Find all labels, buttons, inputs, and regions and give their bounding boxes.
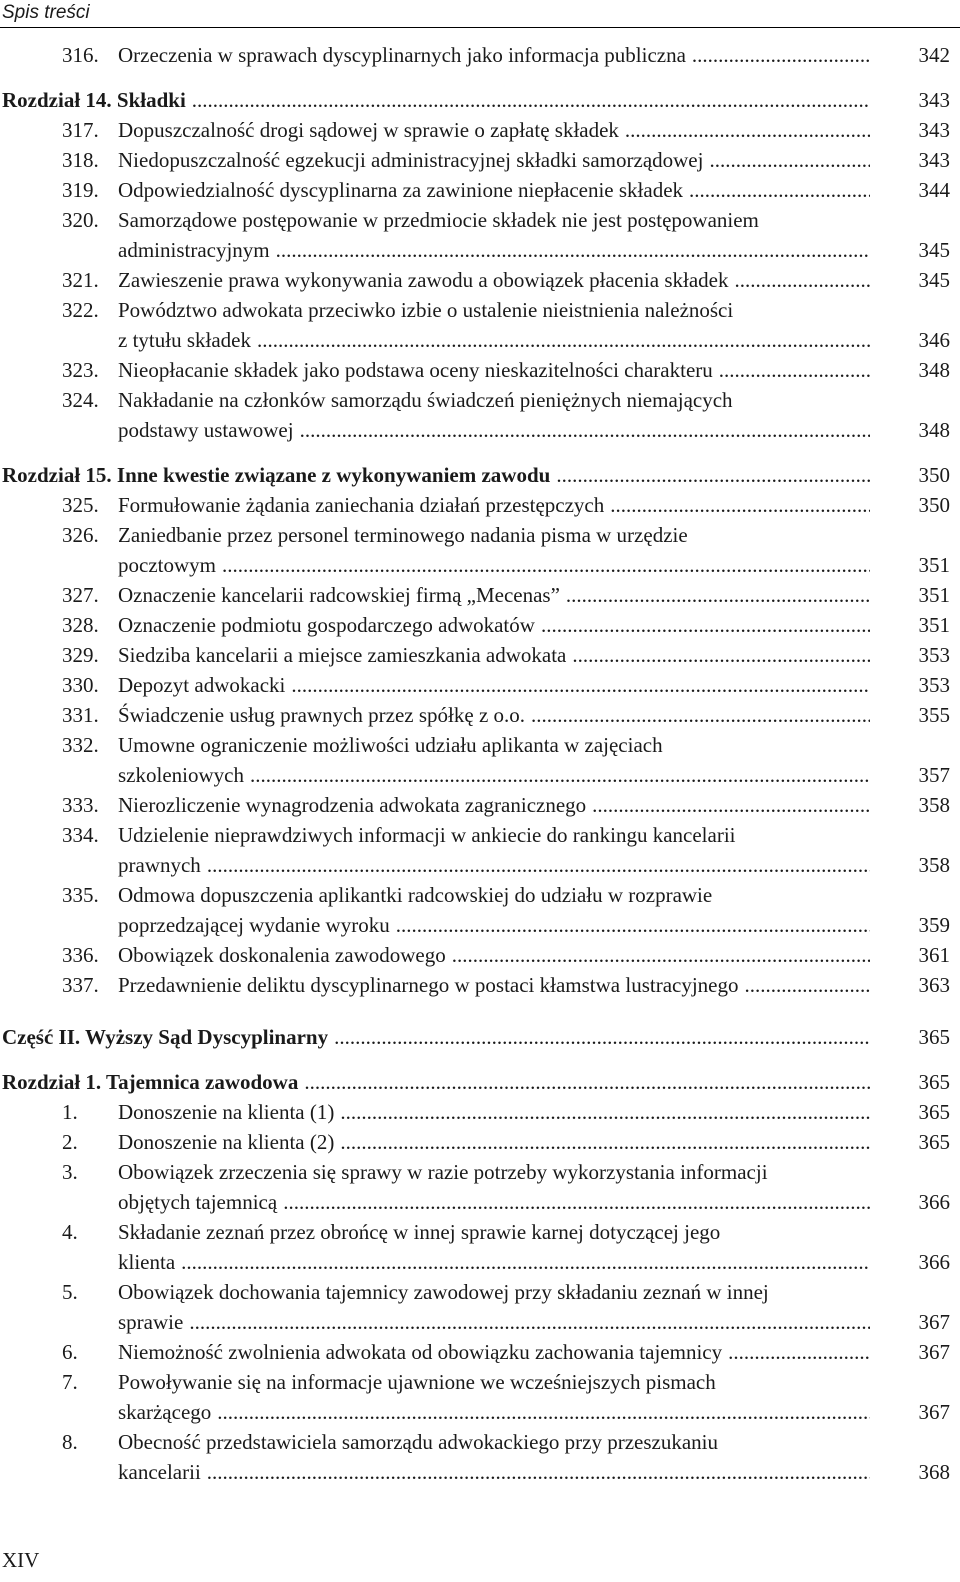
dot-leader bbox=[207, 850, 870, 880]
entry-title: prawnych bbox=[118, 853, 201, 877]
entry-title: Obowiązek zrzeczenia się sprawy w razie potrzeby wykorzystania informacji bbox=[118, 1160, 768, 1184]
toc-entry[interactable] bbox=[0, 145, 960, 175]
page-ref: 361 bbox=[918, 943, 950, 967]
entry-title: Obowiązek dochowania tajemnicy zawodowej przy składaniu zeznań w innej bbox=[118, 1280, 769, 1304]
page-ref: 353 bbox=[918, 673, 950, 697]
page-ref: 346 bbox=[918, 328, 950, 352]
dot-leader bbox=[396, 910, 870, 940]
toc-entry[interactable] bbox=[0, 580, 960, 610]
dot-leader bbox=[719, 355, 870, 385]
entry-title: Donoszenie na klienta (1) bbox=[118, 1100, 335, 1124]
dot-leader bbox=[340, 1097, 870, 1127]
page-ref: 343 bbox=[918, 148, 950, 172]
entry-number: 332. bbox=[62, 733, 99, 757]
entry-title: z tytułu składek bbox=[118, 328, 251, 352]
entry-title: kancelarii bbox=[118, 1460, 201, 1484]
entry-title: skarżącego bbox=[118, 1400, 212, 1424]
dot-leader bbox=[556, 460, 870, 490]
dot-leader bbox=[531, 700, 870, 730]
entry-title: pocztowym bbox=[118, 553, 216, 577]
entry-number: 328. bbox=[62, 613, 99, 637]
toc-entry[interactable] bbox=[0, 1337, 960, 1367]
dot-leader bbox=[340, 1127, 870, 1157]
page-ref: 363 bbox=[918, 973, 950, 997]
toc-entry[interactable] bbox=[0, 1367, 960, 1427]
toc-entry[interactable] bbox=[0, 820, 960, 880]
entry-title: Nakładanie na członków samorządu świadczeń pieniężnych niemających bbox=[118, 388, 733, 412]
entry-title: Odmowa dopuszczenia aplikantki radcowskiej do udziału w rozprawie bbox=[118, 883, 713, 907]
entry-number: 1. bbox=[62, 1100, 78, 1124]
dot-leader bbox=[592, 790, 870, 820]
entry-number: 326. bbox=[62, 523, 99, 547]
toc-entry[interactable] bbox=[0, 40, 960, 70]
entry-number: 7. bbox=[62, 1370, 78, 1394]
entry-title: Składanie zeznań przez obrońcę w innej sprawie karnej dotyczącej jego bbox=[118, 1220, 721, 1244]
entry-number: 321. bbox=[62, 268, 99, 292]
dot-leader bbox=[250, 760, 870, 790]
toc-entry[interactable] bbox=[0, 1277, 960, 1337]
dot-leader bbox=[207, 1457, 870, 1487]
page-ref: 350 bbox=[918, 493, 950, 517]
entry-number: 331. bbox=[62, 703, 99, 727]
dot-leader bbox=[181, 1247, 870, 1277]
page-ref: 351 bbox=[918, 553, 950, 577]
entry-title: Formułowanie żądania zaniechania działań przestępczych bbox=[118, 493, 605, 517]
entry-title: Zaniedbanie przez personel terminowego nadania pisma w urzędzie bbox=[118, 523, 688, 547]
heading-prefix: Rozdział 1. bbox=[2, 1070, 107, 1094]
page-ref: 355 bbox=[918, 703, 950, 727]
page-ref: 365 bbox=[918, 1070, 950, 1094]
toc-entry[interactable] bbox=[0, 385, 960, 445]
entry-number: 2. bbox=[62, 1130, 78, 1154]
entry-title: Udzielenie nieprawdziwych informacji w ankiecie do rankingu kancelarii bbox=[118, 823, 736, 847]
page-ref: 343 bbox=[918, 118, 950, 142]
entry-title: Świadczenie usług prawnych przez spółkę z o.o. bbox=[118, 703, 526, 727]
heading-title: Inne kwestie związane z wykonywaniem zawodu bbox=[116, 463, 551, 487]
page-ref: 351 bbox=[918, 613, 950, 637]
entry-number: 324. bbox=[62, 388, 99, 412]
page-ref: 345 bbox=[918, 268, 950, 292]
entry-number: 320. bbox=[62, 208, 99, 232]
toc-entry[interactable] bbox=[0, 1127, 960, 1157]
entry-title: Niemożność zwolnienia adwokata od obowiązku zachowania tajemnicy bbox=[118, 1340, 723, 1364]
entry-title: Samorządowe postępowanie w przedmiocie składek nie jest postępowaniem bbox=[118, 208, 759, 232]
page-ref: 357 bbox=[918, 763, 950, 787]
toc-heading[interactable] bbox=[0, 1022, 960, 1052]
entry-number: 335. bbox=[62, 883, 99, 907]
entry-title: Donoszenie na klienta (2) bbox=[118, 1130, 335, 1154]
entry-title: Oznaczenie kancelarii radcowskiej firmą „Mecenas” bbox=[118, 583, 560, 607]
table-of-contents bbox=[0, 40, 960, 1487]
page-ref: 368 bbox=[918, 1460, 950, 1484]
entry-number: 4. bbox=[62, 1220, 78, 1244]
entry-number: 317. bbox=[62, 118, 99, 142]
entry-title: poprzedzającej wydanie wyroku bbox=[118, 913, 390, 937]
entry-title: Nierozliczenie wynagrodzenia adwokata zagranicznego bbox=[118, 793, 587, 817]
entry-number: 333. bbox=[62, 793, 99, 817]
dot-leader bbox=[610, 490, 870, 520]
dot-leader bbox=[709, 145, 870, 175]
page-ref: 348 bbox=[918, 418, 950, 442]
dot-leader bbox=[217, 1397, 870, 1427]
dot-leader bbox=[257, 325, 870, 355]
entry-title: Powoływanie się na informacje ujawnione we wcześniejszych pismach bbox=[118, 1370, 716, 1394]
entry-title: podstawy ustawowej bbox=[118, 418, 294, 442]
dot-leader bbox=[728, 1337, 870, 1367]
toc-entry[interactable] bbox=[0, 640, 960, 670]
page-ref: 365 bbox=[918, 1130, 950, 1154]
entry-title: Obowiązek doskonalenia zawodowego bbox=[118, 943, 446, 967]
entry-title: Oznaczenie podmiotu gospodarczego adwokatów bbox=[118, 613, 535, 637]
dot-leader bbox=[192, 85, 870, 115]
toc-entry[interactable] bbox=[0, 730, 960, 790]
heading-title: Wyższy Sąd Dyscyplinarny bbox=[85, 1025, 329, 1049]
heading-prefix: Część II. bbox=[2, 1025, 86, 1049]
dot-leader bbox=[334, 1022, 870, 1052]
page-ref: 358 bbox=[918, 853, 950, 877]
entry-number: 319. bbox=[62, 178, 99, 202]
page-ref: 358 bbox=[918, 793, 950, 817]
page-ref: 351 bbox=[918, 583, 950, 607]
page-ref: 344 bbox=[918, 178, 950, 202]
entry-title: objętych tajemnicą bbox=[118, 1190, 278, 1214]
running-header: Spis treści bbox=[2, 2, 90, 23]
toc-entry[interactable] bbox=[0, 355, 960, 385]
toc-entry[interactable] bbox=[0, 610, 960, 640]
toc-entry[interactable] bbox=[0, 265, 960, 295]
dot-leader bbox=[572, 640, 870, 670]
entry-number: 8. bbox=[62, 1430, 78, 1454]
heading-title: Składki bbox=[116, 88, 186, 112]
page-ref: 365 bbox=[918, 1025, 950, 1049]
entry-number: 6. bbox=[62, 1340, 78, 1364]
entry-number: 337. bbox=[62, 973, 99, 997]
toc-entry[interactable] bbox=[0, 880, 960, 940]
entry-title: Depozyt adwokacki bbox=[118, 673, 286, 697]
entry-number: 329. bbox=[62, 643, 99, 667]
entry-title: Niedopuszczalność egzekucji administracyjnej składki samorządowej bbox=[118, 148, 704, 172]
page-ref: 359 bbox=[918, 913, 950, 937]
dot-leader bbox=[541, 610, 870, 640]
dot-leader bbox=[276, 235, 870, 265]
dot-leader bbox=[291, 670, 870, 700]
toc-entry[interactable] bbox=[0, 940, 960, 970]
entry-title: Siedziba kancelarii a miejsce zamieszkania adwokata bbox=[118, 643, 567, 667]
dot-leader bbox=[452, 940, 870, 970]
toc-entry[interactable] bbox=[0, 1427, 960, 1487]
page-ref: 367 bbox=[918, 1400, 950, 1424]
dot-leader bbox=[735, 265, 871, 295]
dot-leader bbox=[304, 1067, 870, 1097]
dot-leader bbox=[300, 415, 870, 445]
entry-title: Powództwo adwokata przeciwko izbie o ustalenie nieistnienia należności bbox=[118, 298, 734, 322]
toc-entry[interactable] bbox=[0, 175, 960, 205]
entry-title: Zawieszenie prawa wykonywania zawodu a obowiązek płacenia składek bbox=[118, 268, 729, 292]
page-ref: 350 bbox=[918, 463, 950, 487]
page-ref: 342 bbox=[918, 43, 950, 67]
entry-number: 3. bbox=[62, 1160, 78, 1184]
toc-heading[interactable] bbox=[0, 85, 960, 115]
entry-title: Odpowiedzialność dyscyplinarna za zawinione niepłacenie składek bbox=[118, 178, 684, 202]
entry-number: 330. bbox=[62, 673, 99, 697]
toc-entry[interactable] bbox=[0, 1217, 960, 1277]
toc-entry[interactable] bbox=[0, 670, 960, 700]
heading-prefix: Rozdział 15. bbox=[2, 463, 117, 487]
heading-title: Tajemnica zawodowa bbox=[106, 1070, 299, 1094]
entry-title: Orzeczenia w sprawach dyscyplinarnych jako informacja publiczna bbox=[118, 43, 686, 67]
toc-entry[interactable] bbox=[0, 700, 960, 730]
dot-leader bbox=[189, 1307, 870, 1337]
entry-number: 334. bbox=[62, 823, 99, 847]
page-ref: 345 bbox=[918, 238, 950, 262]
entry-number: 322. bbox=[62, 298, 99, 322]
dot-leader bbox=[283, 1187, 870, 1217]
toc-entry[interactable] bbox=[0, 115, 960, 145]
entry-title: klienta bbox=[118, 1250, 176, 1274]
toc-entry[interactable] bbox=[0, 490, 960, 520]
entry-number: 325. bbox=[62, 493, 99, 517]
entry-number: 327. bbox=[62, 583, 99, 607]
page-ref: 348 bbox=[918, 358, 950, 382]
entry-title: sprawie bbox=[118, 1310, 184, 1334]
toc-entry[interactable] bbox=[0, 205, 960, 265]
entry-number: 323. bbox=[62, 358, 99, 382]
entry-number: 336. bbox=[62, 943, 99, 967]
dot-leader bbox=[692, 40, 870, 70]
entry-number: 5. bbox=[62, 1280, 78, 1304]
toc-heading[interactable] bbox=[0, 460, 960, 490]
entry-title: Dopuszczalność drogi sądowej w sprawie o zapłatę składek bbox=[118, 118, 619, 142]
page-ref: 367 bbox=[918, 1340, 950, 1364]
page-ref: 366 bbox=[918, 1250, 950, 1274]
page-number: XIV bbox=[2, 1548, 40, 1572]
dot-leader bbox=[566, 580, 870, 610]
toc-entry[interactable] bbox=[0, 1157, 960, 1217]
entry-number: 318. bbox=[62, 148, 99, 172]
page-ref: 343 bbox=[918, 88, 950, 112]
toc-entry[interactable] bbox=[0, 790, 960, 820]
page-ref: 367 bbox=[918, 1310, 950, 1334]
page-ref: 353 bbox=[918, 643, 950, 667]
header-rule bbox=[0, 27, 960, 28]
page-ref: 366 bbox=[918, 1190, 950, 1214]
dot-leader bbox=[222, 550, 870, 580]
entry-title: administracyjnym bbox=[118, 238, 270, 262]
dot-leader bbox=[689, 175, 870, 205]
entry-title: Obecność przedstawiciela samorządu adwokackiego przy przeszukaniu bbox=[118, 1430, 718, 1454]
toc-entry[interactable] bbox=[0, 1097, 960, 1127]
entry-title: Nieopłacanie składek jako podstawa oceny nieskazitelności charakteru bbox=[118, 358, 713, 382]
page-ref: 365 bbox=[918, 1100, 950, 1124]
entry-title: Przedawnienie deliktu dyscyplinarnego w postaci kłamstwa lustracyjnego bbox=[118, 973, 739, 997]
dot-leader bbox=[745, 970, 871, 1000]
toc-entry[interactable] bbox=[0, 970, 960, 1000]
entry-number: 316. bbox=[62, 43, 99, 67]
dot-leader bbox=[625, 115, 870, 145]
toc-heading[interactable] bbox=[0, 1067, 960, 1097]
heading-prefix: Rozdział 14. bbox=[2, 88, 117, 112]
toc-entry[interactable] bbox=[0, 295, 960, 355]
toc-entry[interactable] bbox=[0, 520, 960, 580]
entry-title: Umowne ograniczenie możliwości udziału aplikanta w zajęciach bbox=[118, 733, 663, 757]
entry-title: szkoleniowych bbox=[118, 763, 244, 787]
